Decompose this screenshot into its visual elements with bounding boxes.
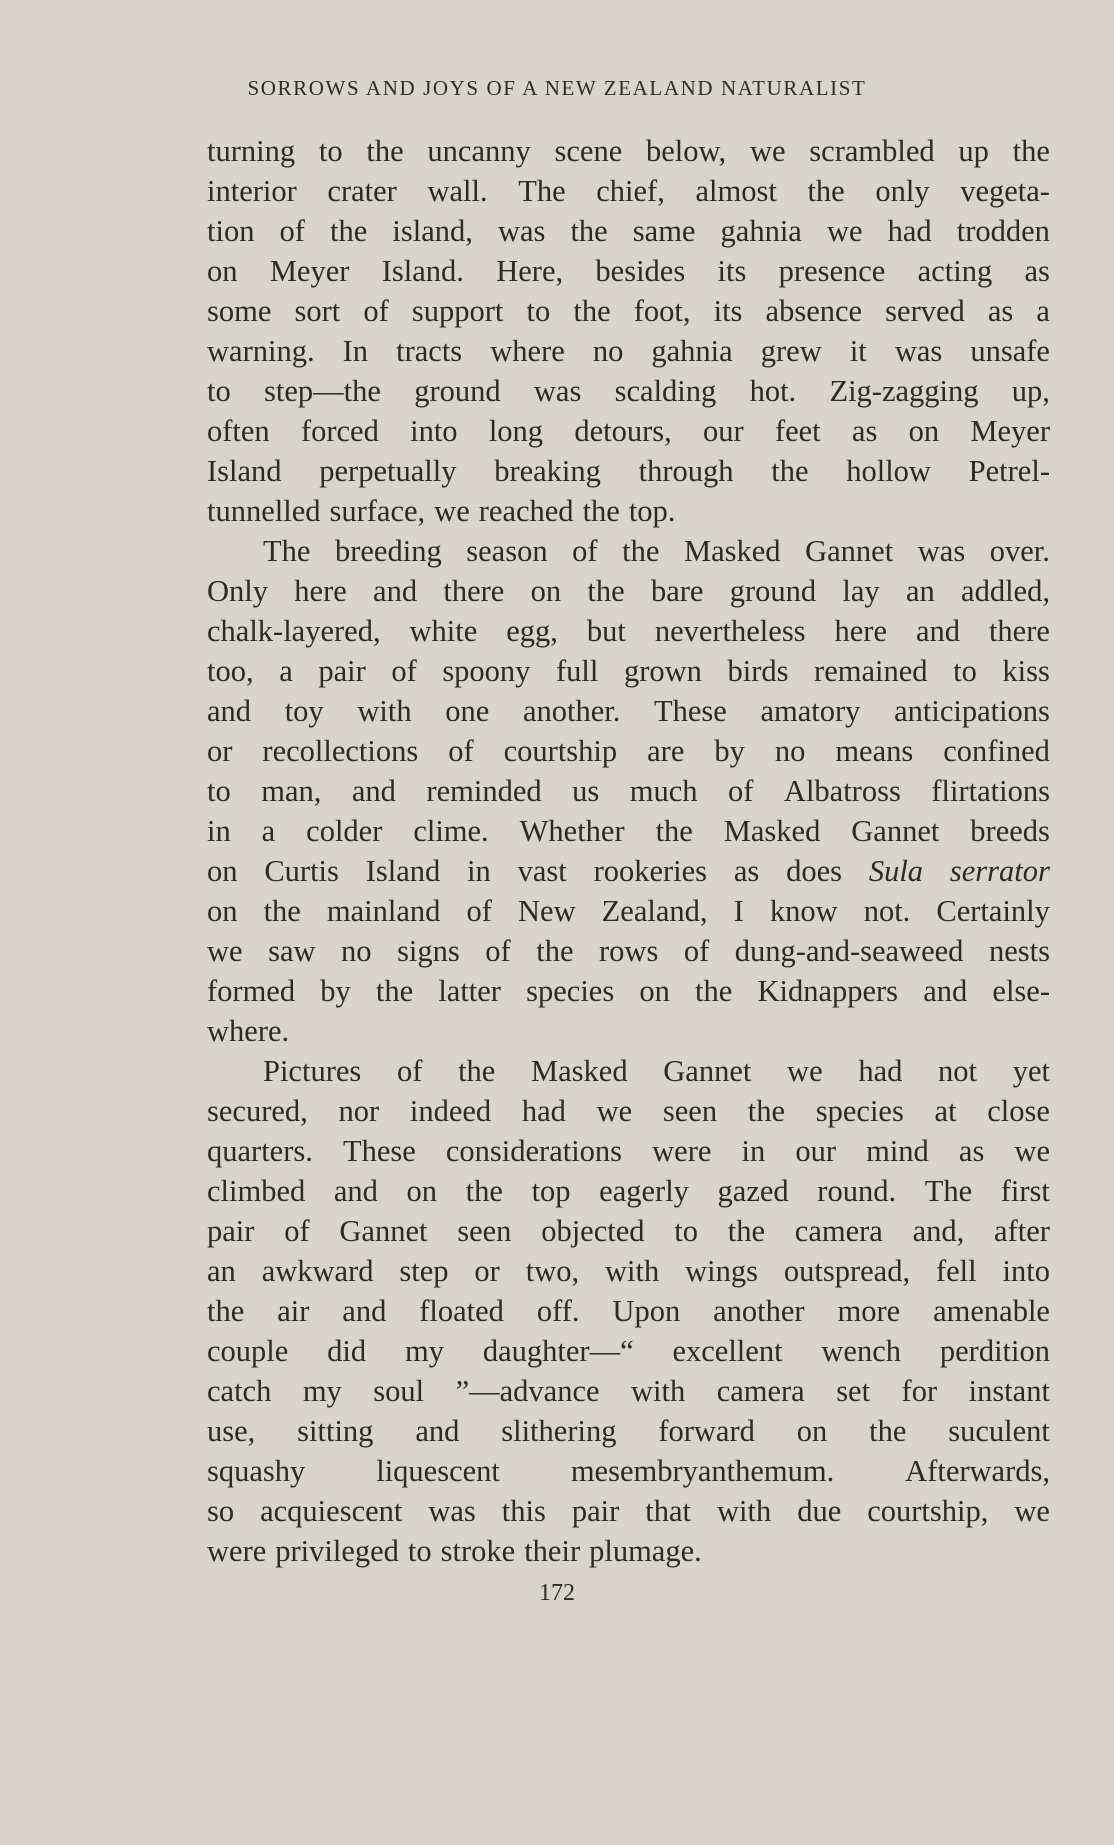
text-line: to man, and reminded us much of Albatross flirtations	[207, 774, 1050, 808]
text-line: Island perpetually breaking through the hollow Petrel-	[207, 454, 1050, 488]
text-line: catch my soul ”—advance with camera set for instant	[207, 1374, 1050, 1408]
text-line: couple did my daughter—“ excellent wench perdition	[207, 1334, 1050, 1368]
paragraph	[207, 131, 1050, 531]
text-line: tion of the island, was the same gahnia we had trodden	[207, 214, 1050, 248]
paragraph	[207, 1051, 1050, 1571]
text-line: squashy liquescent mesembryanthemum. Afterwards,	[207, 1454, 1050, 1488]
text-line: secured, nor indeed had we seen the species at close	[207, 1094, 1050, 1128]
text-line: too, a pair of spoony full grown birds remained to kiss	[207, 654, 1050, 688]
text-line: or recollections of courtship are by no means confined	[207, 734, 1050, 768]
text-line: to step—the ground was scalding hot. Zig-zagging up,	[207, 374, 1050, 408]
text-line: warning. In tracts where no gahnia grew it was unsafe	[207, 334, 1050, 368]
text-line: on Meyer Island. Here, besides its presence acting as	[207, 254, 1050, 288]
text-line: some sort of support to the foot, its absence served as a	[207, 294, 1050, 328]
text-line: an awkward step or two, with wings outspread, fell into	[207, 1254, 1050, 1288]
text-line: we saw no signs of the rows of dung-and-seaweed nests	[207, 934, 1050, 968]
text-line: so acquiescent was this pair that with due courtship, we	[207, 1494, 1050, 1528]
paragraph	[207, 531, 1050, 1051]
text-line: turning to the uncanny scene below, we scrambled up the	[207, 134, 1050, 168]
text-line: on Curtis Island in vast rookeries as does Sula serrator	[207, 854, 1050, 888]
text-line: and toy with one another. These amatory anticipations	[207, 694, 1050, 728]
body-text	[207, 131, 1050, 1571]
text-line: in a colder clime. Whether the Masked Gannet breeds	[207, 814, 1050, 848]
text-line: tunnelled surface, we reached the top.	[207, 494, 676, 528]
text-line: The breeding season of the Masked Gannet was over.	[263, 534, 1050, 568]
text-line: on the mainland of New Zealand, I know not. Certainly	[207, 894, 1050, 928]
text-line: interior crater wall. The chief, almost the only vegeta-	[207, 174, 1050, 208]
page-number: 172	[539, 1580, 575, 1606]
text-line: pair of Gannet seen objected to the camera and, after	[207, 1214, 1050, 1248]
text-line: chalk-layered, white egg, but nevertheless here and there	[207, 614, 1050, 648]
text-line: the air and floated off. Upon another more amenable	[207, 1294, 1050, 1328]
text-line: Pictures of the Masked Gannet we had not yet	[263, 1054, 1050, 1088]
text-line: climbed and on the top eagerly gazed round. The first	[207, 1174, 1050, 1208]
text-line: where.	[207, 1014, 290, 1048]
running-header: SORROWS AND JOYS OF A NEW ZEALAND NATURALIST	[247, 76, 867, 100]
text-line: often forced into long detours, our feet as on Meyer	[207, 414, 1050, 448]
text-line: use, sitting and slithering forward on the suculent	[207, 1414, 1050, 1448]
text-line: Only here and there on the bare ground lay an addled,	[207, 574, 1050, 608]
text-line: quarters. These considerations were in our mind as we	[207, 1134, 1050, 1168]
text-line: formed by the latter species on the Kidnappers and else-	[207, 974, 1050, 1008]
text-line: were privileged to stroke their plumage.	[207, 1534, 702, 1568]
